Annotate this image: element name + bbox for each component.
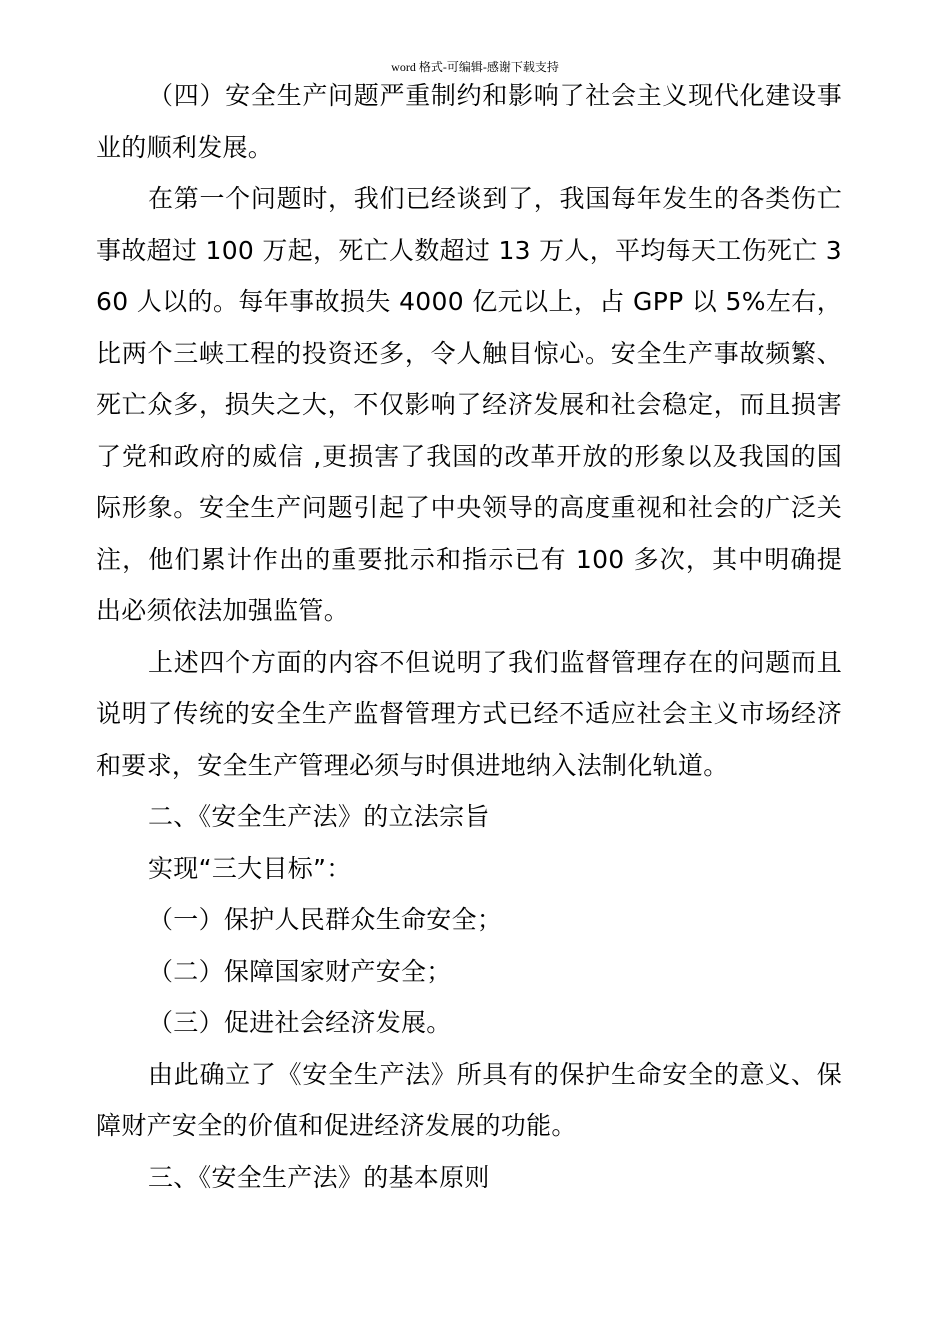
paragraph-summary: 上述四个方面的内容不但说明了我们监督管理存在的问题而且说明了传统的安全生产监督管理方式已经不适应社会主义市场经济和要求，安全生产管理必须与时俱进地纳入法制化轨道。 bbox=[96, 647, 842, 780]
list-item-goal-three: （三）促进社会经济发展。 bbox=[148, 1008, 452, 1037]
heading-basic-principles: 三、《安全生产法》的基本原则 bbox=[148, 1162, 490, 1192]
paragraph-accident-statistics: 在第一个问题时，我们已经谈到了，我国每年发生的各类伤亡事故超过 100 万起，死亡人数超过 13 万人，平均每天工伤死亡 360 人以的。每年事故损失 4000 亿元以上，占 GPP 以 5%左右，比两个三峡工程的投资还多，令人触目惊心。安全生产事故频繁、死亡众多，损失之大，不仅影响了经济发展和社会稳定，而且损害了党和政府的威信 ,更损害了我国的改革开放的形象以及我国的国际形象。安全生产问题引起了中央领导的高度重视和社会的广泛关注，他们累计作出的重要批示和指示已有 100 多次，其中明确提出必须依法加强监管。 bbox=[96, 184, 842, 625]
list-item-goal-two: （二）保障国家财产安全； bbox=[148, 956, 452, 986]
paragraph-significance: 由此确立了《安全生产法》所具有的保护生命安全的意义、保障财产安全的价值和促进经济发展的功能。 bbox=[96, 1059, 842, 1140]
list-item-goal-one: （一）保护人民群众生命安全； bbox=[148, 905, 503, 934]
page-header: word 格式-可编辑-感谢下载支持 bbox=[391, 60, 559, 74]
paragraph-three-goals: 实现“三大目标”： bbox=[148, 853, 352, 883]
document-body bbox=[96, 70, 842, 1203]
paragraph-section-four: （四）安全生产问题严重制约和影响了社会主义现代化建设事业的顺利发展。 bbox=[96, 81, 842, 162]
heading-legislative-purpose: 二、《安全生产法》的立法宗旨 bbox=[148, 802, 490, 831]
